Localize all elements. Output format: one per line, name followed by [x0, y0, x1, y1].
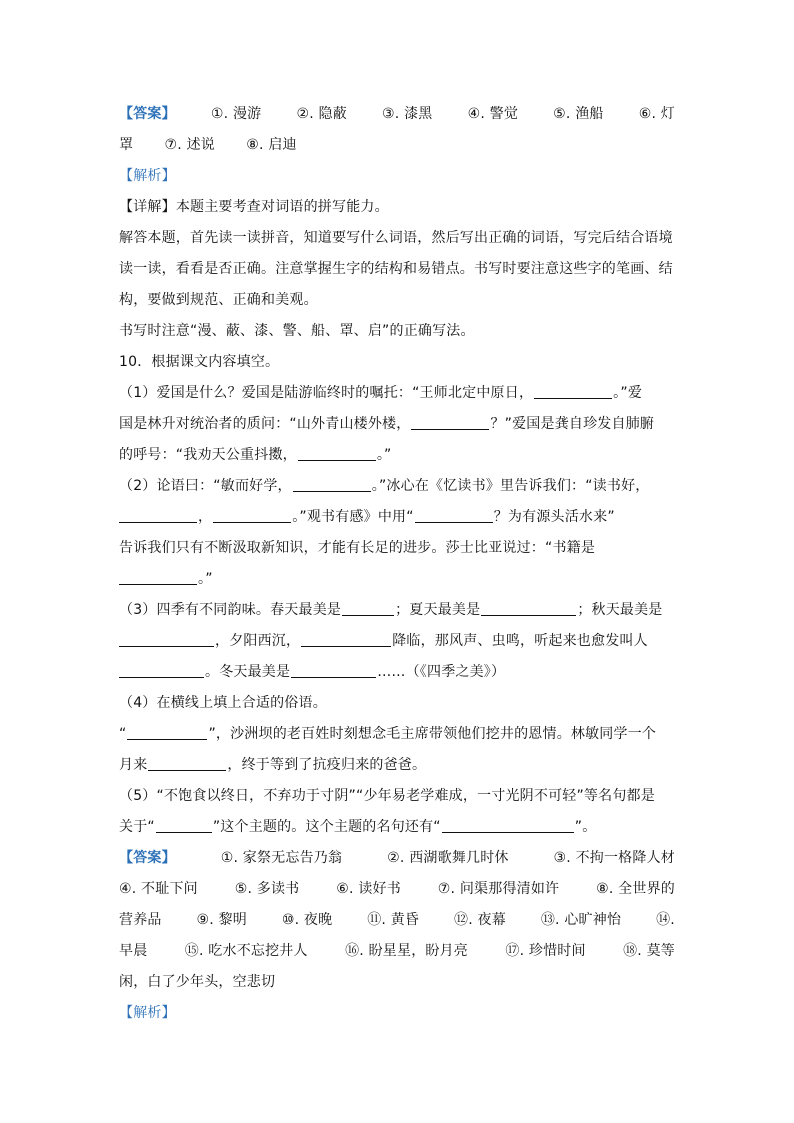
answer-item: ④. 警觉 [467, 106, 519, 122]
text: ？为有源头活水来” [493, 509, 615, 525]
answer-item: ⑬. 心旷神怡 [540, 912, 622, 928]
fill-blank[interactable] [119, 505, 197, 523]
question-line: （5）“不饱食以终日，不弃功于寸阴”“少年易老学难成，一寸光阴不可轻”等名句都是 [119, 788, 655, 804]
answer-tag: 【答案】 [119, 106, 176, 122]
answer-item: ⑧. 全世界的 [596, 881, 675, 897]
paragraph-line: 解答本题，首先读一读拼音，知道要写什么词语，然后写出正确的词语，写完后结合语境 [119, 230, 673, 246]
text: ；夏天最美是 [395, 602, 481, 618]
text: 。”观书有感》中用“ [292, 509, 414, 525]
answer-item: ①. 漫游 [210, 106, 262, 122]
question-line: 告诉我们只有不断汲取新知识，才能有长足的进步。莎士比亚说过：“书籍是 [119, 540, 596, 556]
question-line [119, 626, 675, 657]
text: 关于“ [119, 819, 155, 835]
answer-item: ⑥. 读好书 [336, 881, 401, 897]
text: 的呼号：“我劝天公重抖擞， [119, 447, 297, 463]
text: ……（《四季之美》） [377, 664, 506, 680]
text: （2）论语曰：“敏而好学， [119, 478, 292, 494]
text: ，夕阳西沉， [215, 633, 301, 649]
detail-line [119, 192, 675, 223]
fill-blank[interactable] [442, 815, 574, 833]
question-line [119, 471, 675, 502]
fill-blank[interactable] [127, 722, 207, 740]
text: ？”爱国是龚自珍发自肺腑 [490, 416, 655, 432]
question-line [119, 719, 675, 750]
answer-item: ⑮. 吃水不忘挖井人 [184, 943, 308, 959]
question-line [119, 657, 675, 688]
answer-item: ⑭. [656, 912, 675, 928]
answer-item: ⑦. 述说 [164, 137, 215, 153]
analysis-heading [119, 998, 675, 1029]
answer-item: ⑰. 珍惜时间 [505, 943, 586, 959]
analysis-heading [119, 161, 675, 192]
answer-item: ③. 不拘一格降人材 [553, 850, 675, 866]
analysis-tag: 【解析】 [119, 1005, 176, 1021]
answer-item: ⑤. 多读书 [234, 881, 300, 897]
answer-item: ②. 西湖歌舞几时休 [387, 850, 509, 866]
fill-blank[interactable] [481, 598, 576, 616]
answer-item: ⑫. 夜幕 [454, 912, 506, 928]
document-page [119, 99, 675, 1029]
answer-line: 闲，白了少年头，空悲切 [119, 974, 276, 990]
answer-line [119, 99, 675, 130]
fill-blank[interactable] [298, 443, 376, 461]
fill-blank[interactable] [293, 474, 371, 492]
fill-blank[interactable] [119, 660, 204, 678]
paragraph-line: 构，要做到规范、正确和美观。 [119, 292, 318, 308]
text: “ [119, 726, 127, 742]
answer-item: ③. 漆黑 [382, 106, 433, 122]
text: 。” [198, 571, 213, 587]
question-line [119, 595, 675, 626]
text: ，终于等到了抗疫归来的爸爸。 [227, 757, 427, 773]
fill-blank[interactable] [291, 660, 376, 678]
text: ；秋天最美是 [577, 602, 663, 618]
fill-blank[interactable] [301, 629, 391, 647]
answer-item: 罩 [119, 137, 134, 153]
paragraph-line: 书写时注意“漫、蔽、漆、警、船、罩、启”的正确写法。 [119, 323, 475, 339]
question-line: （4）在横线上填上合适的俗语。 [119, 695, 327, 711]
fill-blank[interactable] [119, 629, 214, 647]
analysis-tag: 【解析】 [119, 168, 176, 184]
answer-item: ⑦. 问渠那得清如许 [437, 881, 560, 897]
answer-item: ⑩. 夜晚 [281, 912, 333, 928]
answer-item: ④. 不耻下问 [119, 881, 198, 897]
answer-item: ⑥. 灯 [638, 106, 675, 122]
text: ”这个主题的。这个主题的名句还有“ [212, 819, 441, 835]
text: 。” [376, 447, 392, 463]
paragraph-line: 读一读，看看是否正确。注意掌握生字的结构和易错点。书写时要注意这些字的笔画、结 [119, 261, 673, 277]
text: （1）爱国是什么？爱国是陆游临终时的嘱托：“王师北定中原日， [119, 385, 534, 401]
answer-item: 营养品 [119, 912, 162, 928]
answer-line [119, 874, 675, 905]
fill-blank[interactable] [148, 753, 226, 771]
text: 月来 [119, 757, 148, 773]
question-line [119, 502, 675, 533]
text: ， [198, 509, 213, 525]
answer-item: ⑱. 莫等 [623, 943, 675, 959]
answer-item: ②. 隐蔽 [296, 106, 347, 122]
question-line [119, 378, 675, 409]
text: 国是林升对统治者的质问：“山外青山楼外楼， [119, 416, 411, 432]
detail-tag: 【详解】 [119, 199, 176, 215]
fill-blank[interactable] [213, 505, 291, 523]
answer-tag: 【答案】 [119, 850, 176, 866]
fill-blank[interactable] [534, 381, 612, 399]
answer-item: ⑨. 黎明 [196, 912, 247, 928]
answer-item: ⑪. 黄昏 [367, 912, 420, 928]
text: （3）四季有不同韵味。春天最美是 [119, 602, 342, 618]
answer-line [119, 905, 675, 936]
answer-item: 早晨 [119, 943, 148, 959]
fill-blank[interactable] [342, 598, 394, 616]
answer-line [119, 130, 675, 161]
fill-blank[interactable] [119, 567, 197, 585]
answer-line [119, 843, 675, 874]
text: 降临，那风声、虫鸣，听起来也愈发叫人 [392, 633, 648, 649]
question-line [119, 750, 675, 781]
detail-text: 本题主要考查对词语的拼写能力。 [175, 199, 389, 215]
text: 。”爱 [613, 385, 643, 401]
fill-blank[interactable] [415, 505, 493, 523]
fill-blank[interactable] [411, 412, 489, 430]
answer-line [119, 936, 675, 967]
question-line [119, 812, 675, 843]
answer-item: ⑤. 渔船 [553, 106, 604, 122]
text: ”，沙洲坝的老百姓时刻想念毛主席带领他们挖井的恩情。林敏同学一个 [208, 726, 657, 742]
answer-item: ①. 家祭无忘告乃翁 [220, 850, 343, 866]
text: 。冬天最美是 [205, 664, 291, 680]
text: ”。 [574, 819, 597, 835]
question-line [119, 440, 675, 471]
question-line [119, 409, 675, 440]
question-title: 10．根据课文内容填空。 [119, 354, 280, 370]
answer-item: ⑯. 盼星星，盼月亮 [345, 943, 468, 959]
answer-item: ⑧. 启迪 [246, 137, 297, 153]
question-line [119, 564, 675, 595]
text: 。”冰心在《忆读书》里告诉我们：“读书好， [371, 478, 650, 494]
fill-blank[interactable] [156, 815, 212, 833]
